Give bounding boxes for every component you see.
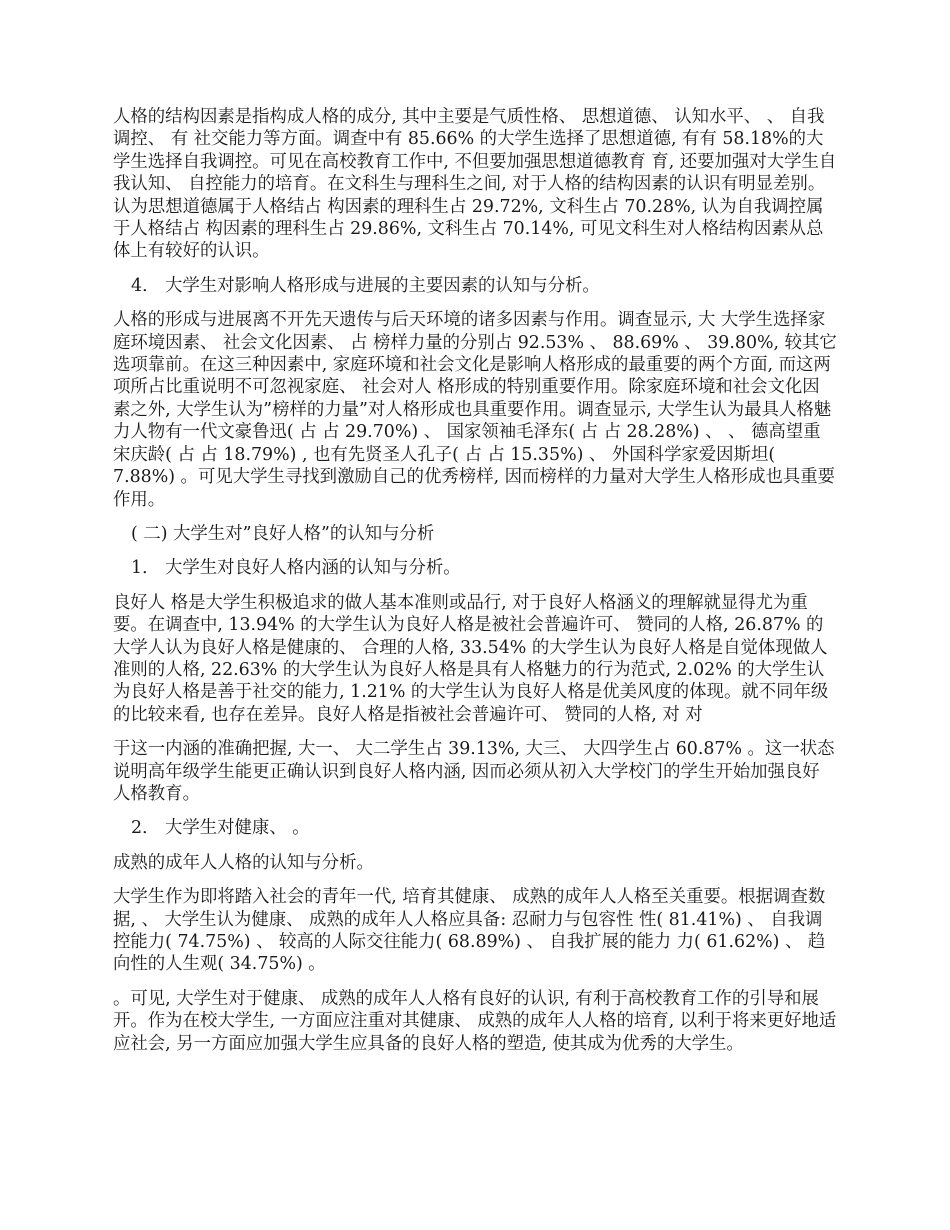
paragraph-formation-factors: 人格的形成与进展离不开先天遗传与后天环境的诸多因素与作用。调查显示, 大 大学生选择家庭环境因素、 社会文化因素、 占 榜样力量的分别占 92.53% 、 88.69% 、 39.80%, 较其它选项靠前。在这三种因素中, 家庭环境和社会文化是影响人格形成的最重要的两个方面, 而这两项所占比重说明不可忽视家庭、 社会对人 格形成的特别重要作用。除家庭环境和社会文化因素之外, 大学生认为”榜样的力量”对人格形成也具重要作用。调查显示, 大学生认为最具人格魅力人物有一代文豪鲁迅( 占 占 29.70%) 、 国家领袖毛泽东( 占 占 28.28%) 、 、 德高望重宋庆龄( 占 占 18.79%) , 也有先贤圣人孔子( 占 占 15.35%) 、 外国科学家爱因斯坦( 7.88%) 。可见大学生寻找到激励自己的优秀榜样, 因而榜样的力量对大学生人格形成也具重要作用。 [113,310,837,510]
paragraph-mature-personality-cognition: 成熟的成年人人格的认知与分析。 [113,852,374,873]
paragraph-structure-factors: 人格的结构因素是指构成人格的成分, 其中主要是气质性格、 思想道德、 认知水平、 、 自我调控、 有 社交能力等方面。调查中有 85.66% 的大学生选择了思想道德, 有有 58.18%的大学生选择自我调控。可见在高校教育工作中, 不但要加强思想道德教育 育, 还要加强对大学生自我认知、 自控能力的培育。在文科生与理科生之间, 对于人格的结构因素的认识有明显差别。认为思想道德属于人格结占 构因素的理科生占 29.72%, 文科生占 70.28%, 认为自我调控属于人格结占 构因素的理科生占 29.86%, 文科生占 70.14%, 可见文科生对人格结构因素从总体上有较好的认识。 [113,107,837,262]
paragraph-conclusion: 。可见, 大学生对于健康、 成熟的成年人人格有良好的认识, 有利于高校教育工作的引导和展开。作为在校大学生, 一方面应注重对其健康、 成熟的成年人人格的培育, 以利于将来更好地适应社会, 另一方面应加强大学生应具备的良好人格的塑造, 使其成为优秀的大学生。 [113,988,837,1054]
heading-healthy-mature: 2． 大学生对健康、 。 [131,818,310,839]
paragraph-mature-personality-data: 大学生作为即将踏入社会的青年一代, 培育其健康、 成熟的成年人人格至关重要。根据调查数据, 、 大学生认为健康、 成熟的成年人人格应具备: 忍耐力与包容性 性( 81.41%) 、 自我调控能力( 74.75%) 、 较高的人际交往能力( 68.89%) 、 自我扩展的能力 力( 61.62%) 、 趋向性的人生观( 34.75%) 。 [113,887,826,975]
heading-influence-factors: 4． 大学生对影响人格形成与进展的主要因素的认知与分析。 [131,275,600,296]
heading-section-two: ( 二) 大学生对”良好人格”的认知与分析 [131,523,435,544]
document-page [113,106,837,1067]
heading-good-personality-meaning: 1． 大学生对良好人格内涵的认知与分析。 [131,558,461,579]
paragraph-good-personality: 良好人 格是大学生积极追求的做人基本准则或品行, 对于良好人格涵义的理解就显得尤为重要。在调查中, 13.94% 的大学生认为良好人格是被社会普遍许可、 赞同的人格, 26.87% 的大学人认为良好人格是健康的、 合理的人格, 33.54% 的大学生认为良好人格是自觉体现做人准则的人格, 22.63% 的大学生认为良好人格是具有人格魅力的行为范式, 2.02% 的大学生认为良好人格是善于社交的能力, 1.21% 的大学生认为良好人格是优美风度的体现。就不同年级的比较来看, 也存在差异。良好人格是指被社会普遍许可、 赞同的人格, 对 对 [113,592,829,725]
paragraph-grade-comparison: 于这一内涵的准确把握, 大一、 大二学生占 39.13%, 大三、 大四学生占 60.87% 。这一状态说明高年级学生能更正确认识到良好人格内涵, 因而必须从初入大学校门的学生开始加强良好人格教育。 [113,739,835,804]
